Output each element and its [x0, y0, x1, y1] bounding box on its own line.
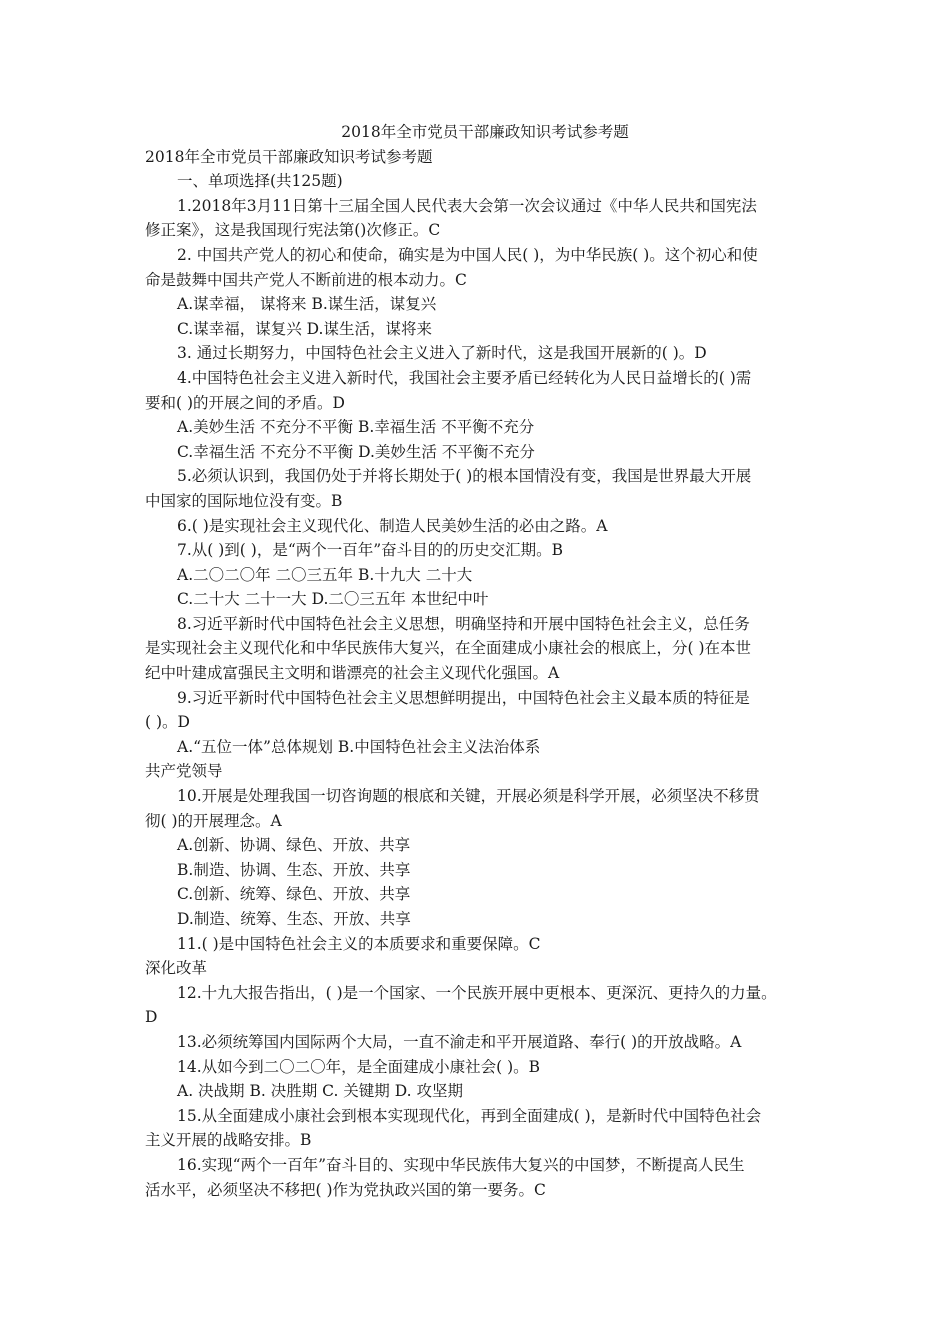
text-line: 8.习近平新时代中国特色社会主义思想，明确坚持和开展中国特色社会主义，总任务 — [177, 614, 750, 633]
text-line: 6.( )是实现社会主义现代化、制造人民美妙生活的必由之路。A — [177, 516, 608, 535]
text-line: 是实现社会主义现代化和中华民族伟大复兴，在全面建成小康社会的根底上，分( )在本世 — [145, 639, 752, 658]
text-line: 共产党领导 — [145, 762, 223, 781]
text-line: 10.开展是处理我国一切咨询题的根底和关键，开展必须是科学开展，必须坚决不移贯 — [177, 787, 760, 806]
text-line: 要和( )的开展之间的矛盾。D — [145, 393, 345, 412]
text-line: 9.习近平新时代中国特色社会主义思想鲜明提出，中国特色社会主义最本质的特征是 — [177, 688, 750, 707]
text-line: 修正案》，这是我国现行宪法第()次修正。C — [145, 221, 441, 240]
text-line: D.制造、统筹、生态、开放、共享 — [177, 910, 411, 928]
text-line: 5.必须认识到，我国仍处于并将长期处于( )的根本国情没有变，我国是世界最大开展 — [177, 467, 752, 486]
document-page — [145, 120, 825, 1202]
text-line: 15.从全面建成小康社会到根本实现现代化，再到全面建成( )，是新时代中国特色社会 — [177, 1106, 762, 1125]
text-line: 16.实现“两个一百年”奋斗目的、实现中华民族伟大复兴的中国梦，不断提高人民生 — [177, 1155, 745, 1174]
text-line: D — [145, 1008, 158, 1027]
text-line: 13.必须统筹国内国际两个大局，一直不渝走和平开展道路、奉行( )的开放战略。A — [177, 1032, 742, 1051]
text-line: A.谋幸福， 谋将来 B.谋生活，谋复兴 — [177, 295, 437, 314]
document-title: 2018年全市党员干部廉政知识考试参考题 — [341, 123, 629, 141]
text-line: ( )。D — [145, 713, 190, 732]
text-line: A. 决战期 B. 决胜期 C. 关键期 D. 攻坚期 — [177, 1082, 463, 1101]
text-line: 活水平，必须坚决不移把( )作为党执政兴国的第一要务。C — [145, 1180, 546, 1199]
text-line: B.制造、协调、生态、开放、共享 — [177, 860, 411, 879]
text-line: 一、单项选择(共125题) — [177, 172, 343, 191]
text-line: 4.中国特色社会主义进入新时代，我国社会主要矛盾已经转化为人民日益增长的( )需 — [177, 368, 752, 387]
text-line: C.幸福生活 不充分不平衡 D.美妙生活 不平衡不充分 — [177, 442, 535, 461]
text-line: 深化改革 — [145, 959, 208, 978]
text-line: C.二十大 二十一大 D.二〇三五年 本世纪中叶 — [177, 590, 489, 609]
document-body — [145, 145, 825, 1203]
text-line: 2. 中国共产党人的初心和使命，确实是为中国人民( )，为中华民族( )。这个初心和使 — [177, 245, 758, 264]
text-line: 主义开展的战略安排。B — [145, 1131, 312, 1150]
text-line: 2018年全市党员干部廉政知识考试参考题 — [145, 147, 433, 166]
text-line: C.创新、统筹、绿色、开放、共享 — [177, 885, 411, 904]
text-line: 纪中叶建成富强民主文明和谐漂亮的社会主义现代化强国。A — [145, 664, 560, 683]
text-line: C.谋幸福，谋复兴 D.谋生活，谋将来 — [177, 319, 432, 338]
text-line: 1.2018年3月11日第十三届全国人民代表大会第一次会议通过《中华人民共和国宪法 — [177, 196, 757, 215]
text-line: 14.从如今到二〇二〇年，是全面建成小康社会( )。B — [177, 1057, 541, 1076]
text-line: 7.从( )到( )，是“两个一百年”奋斗目的的历史交汇期。B — [177, 541, 564, 560]
text-line: 3. 通过长期努力，中国特色社会主义进入了新时代，这是我国开展新的( )。D — [177, 344, 707, 363]
text-line: 中国家的国际地位没有变。B — [145, 491, 343, 510]
text-line: 命是鼓舞中国共产党人不断前进的根本动力。C — [145, 270, 467, 289]
text-line: 彻( )的开展理念。A — [145, 811, 282, 830]
text-line: A.“五位一体”总体规划 B.中国特色社会主义法治体系 — [177, 737, 541, 756]
text-line: 11.( )是中国特色社会主义的本质要求和重要保障。C — [177, 934, 541, 953]
text-line: 12.十九大报告指出，( )是一个国家、一个民族开展中更根本、更深沉、更持久的力量。 — [177, 983, 777, 1002]
text-line: A.创新、协调、绿色、开放、共享 — [177, 836, 411, 855]
text-line: A.二〇二〇年 二〇三五年 B.十九大 二十大 — [177, 565, 473, 584]
text-line: A.美妙生活 不充分不平衡 B.幸福生活 不平衡不充分 — [177, 418, 535, 437]
